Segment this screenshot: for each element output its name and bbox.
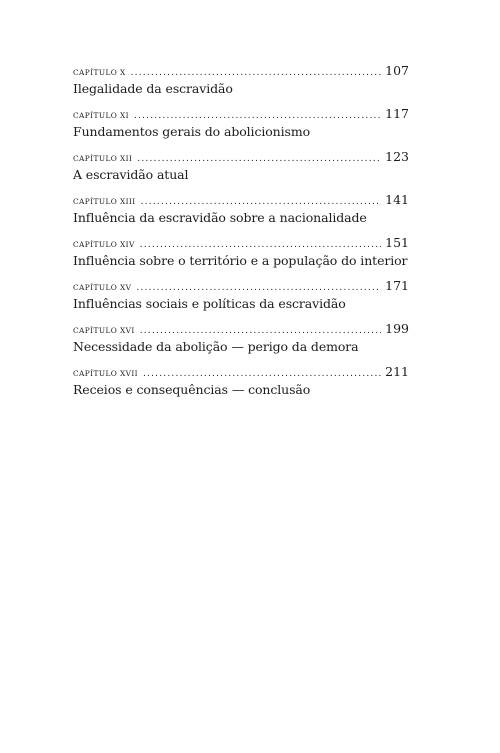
toc-entry (73, 105, 409, 148)
toc-entry (73, 62, 409, 105)
toc-entry-header (73, 234, 409, 252)
dot-leader (140, 236, 381, 252)
chapter-title: Influência sobre o território e a população do interior (73, 253, 408, 268)
toc-entry (73, 234, 409, 277)
page-number: 123 (385, 149, 409, 164)
page-number: 211 (385, 364, 409, 379)
chapter-title: Influência da escravidão sobre a nacionalidade (73, 210, 367, 225)
chapter-label: CAPÍTULO XVII (73, 369, 138, 378)
page-number: 117 (385, 106, 409, 121)
toc-entry-header (73, 277, 409, 295)
table-of-contents (73, 62, 409, 406)
dot-leader (137, 150, 381, 166)
toc-entry-header (73, 62, 409, 80)
page-number: 107 (385, 63, 409, 78)
dot-leader (131, 64, 382, 80)
dot-leader (134, 107, 381, 123)
page-number: 171 (385, 278, 409, 293)
chapter-title: Receios e consequências — conclusão (73, 382, 311, 397)
toc-entry-header (73, 105, 409, 123)
chapter-label: CAPÍTULO XII (73, 154, 133, 163)
page-number: 199 (385, 321, 409, 336)
toc-entry-header (73, 191, 409, 209)
toc-entry (73, 320, 409, 363)
dot-leader (140, 322, 381, 338)
chapter-label: CAPÍTULO XI (73, 111, 129, 120)
dot-leader (136, 279, 381, 295)
chapter-label: CAPÍTULO XIII (73, 197, 136, 206)
chapter-label: CAPÍTULO X (73, 68, 126, 77)
chapter-title: Fundamentos gerais do abolicionismo (73, 124, 311, 139)
chapter-label: CAPÍTULO XV (73, 283, 132, 292)
chapter-title: Influências sociais e políticas da escravidão (73, 296, 346, 311)
chapter-label: CAPÍTULO XVI (73, 326, 135, 335)
toc-entry (73, 277, 409, 320)
chapter-label: CAPÍTULO XIV (73, 240, 135, 249)
page-number: 151 (385, 235, 409, 250)
dot-leader (143, 365, 381, 381)
chapter-title: Necessidade da abolição — perigo da demora (73, 339, 359, 354)
dot-leader (141, 193, 382, 209)
toc-entry (73, 191, 409, 234)
toc-entry-header (73, 148, 409, 166)
toc-entry (73, 148, 409, 191)
toc-entry-header (73, 363, 409, 381)
chapter-title: A escravidão atual (73, 167, 189, 182)
chapter-title: Ilegalidade da escravidão (73, 81, 233, 96)
toc-entry (73, 363, 409, 406)
page-number: 141 (385, 192, 409, 207)
toc-entry-header (73, 320, 409, 338)
